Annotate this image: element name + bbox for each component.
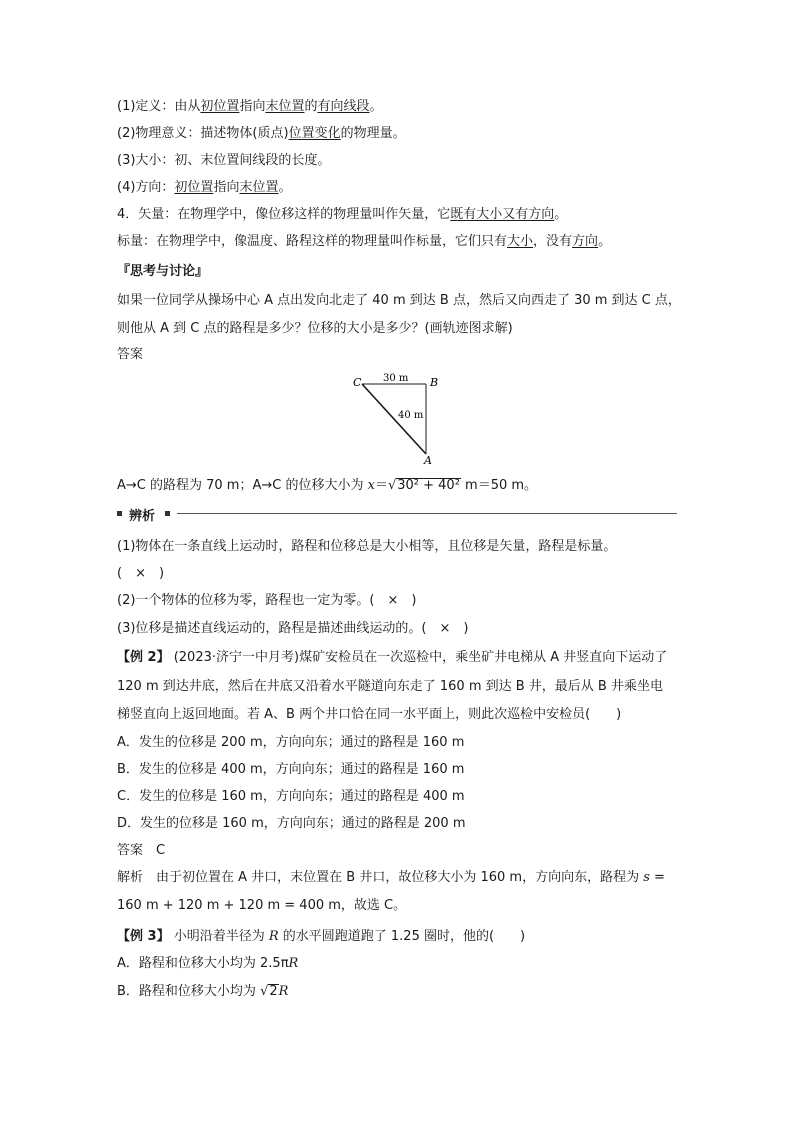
text: 小明沿着半径为 [169,929,269,944]
variable: R [278,984,289,999]
text: A→C 的路程为 70 m；A→C 的位移大小为 [117,478,368,493]
text: A．路程和位移大小均为 2.5π [117,956,289,971]
scalar-line [117,233,611,251]
example-2-explanation-1 [117,869,665,887]
sqrt-expression: 2 [269,984,278,999]
text: B．路程和位移大小均为 [117,984,261,999]
analysis-label: 辨析 [129,509,156,524]
variable: x [367,478,375,493]
text: 。 [278,180,292,195]
sqrt-sign: √ [387,478,397,493]
text: 解析 由于初位置在 A 井口，末位置在 B 井口，故位移大小为 160 m，方向向东，路程为 [117,870,644,885]
text: 。 [554,207,568,222]
think-heading: 『思考与讨论』 [117,264,209,279]
think-question-line-1: 如果一位同学从操场中心 A 点出发向北走了 40 m 到达 B 点，然后又向西走了 30 m 到达 C 点， [117,293,681,308]
example-2-explanation-2: 160 m + 120 m + 120 m = 400 m，故选 C。 [117,898,407,913]
variable: R [288,956,299,971]
label-a: A [424,454,432,464]
text: 指向 [239,99,266,114]
sqrt-sign: √ [260,984,269,999]
definition-line-2 [117,125,406,143]
label-30m: 30 m [383,373,409,384]
text: ＝ [374,478,388,493]
text: 。 [369,99,383,114]
example-2-line-1 [117,649,667,667]
text: ，没有 [533,234,573,249]
square-marker [165,511,170,516]
underlined-term: 位置变化 [288,126,341,141]
square-marker [117,511,122,516]
underlined-term: 方向 [572,234,599,249]
example-2-answer: 答案 C [117,843,166,858]
text: (4)方向： [117,180,175,195]
example-2-option-b: B．发生的位移是 400 m，方向向东；通过的路程是 160 m [117,762,465,777]
analysis-statement-1: (1)物体在一条直线上运动时，路程和位移总是大小相等，且位移是矢量，路程是标量。 [117,539,617,554]
underlined-term: 既有大小又有方向 [450,207,555,222]
definition-line-1 [117,98,383,116]
text: m＝50 m。 [460,478,538,493]
analysis-divider [117,507,677,524]
definition-line-4 [117,179,291,197]
text: 4．矢量：在物理学中，像位移这样的物理量叫作矢量，它 [117,207,451,222]
answer-label: 答案 [117,347,144,362]
underlined-term: 有向线段 [317,99,370,114]
example-3-option-b [117,983,288,1001]
example-tag: 【例 2】 [117,650,170,665]
example-2-option-c: C．发生的位移是 160 m，方向向东；通过的路程是 400 m [117,789,465,804]
example-3-line-1 [117,928,525,946]
definition-line-3: (3)大小：初、末位置间线段的长度。 [117,153,331,168]
think-question-line-2: 则他从 A 到 C 点的路程是多少？位移的大小是多少？(画轨迹图求解) [117,321,513,336]
text: = [649,870,665,885]
text: 的水平圆跑道跑了 1.25 圈时，他的( ) [278,929,526,944]
trajectory-figure [350,372,450,464]
underlined-term: 初位置 [174,180,214,195]
underlined-term: 大小 [507,234,534,249]
text: 的 [304,99,318,114]
underlined-term: 末位置 [239,180,279,195]
text: 的物理量。 [340,126,406,141]
example-2-line-3: 梯竖直向上返回地面。若 A、B 两个井口恰在同一水平面上，则此次巡检中安检员( ) [117,707,622,722]
sqrt-expression: 30² + 40² [397,478,460,493]
example-2-option-d: D．发生的位移是 160 m，方向向东；通过的路程是 200 m [117,816,466,831]
label-c: C [353,376,362,389]
variable: R [268,929,279,944]
text: (2023·济宁一中月考)煤矿安检员在一次巡检中，乘坐矿井电梯从 A 井竖直向下运动了 [169,650,668,665]
variable: s [643,870,650,885]
vector-line [117,206,567,224]
example-2-line-2: 120 m 到达井底，然后在井底又沿着水平隧道向东走了 160 m 到达 B 井，最后从 B 井乘坐电 [117,679,663,694]
underlined-term: 初位置 [200,99,240,114]
example-3-option-a [117,955,298,973]
text: 。 [598,234,612,249]
analysis-statement-2: (2)一个物体的位移为零，路程也一定为零。( × ) [117,593,417,608]
label-b: B [430,376,439,389]
example-tag: 【例 3】 [117,929,170,944]
underlined-term: 末位置 [265,99,305,114]
divider-rule [177,513,677,514]
text: 标量：在物理学中，像温度、路程这样的物理量叫作标量，它们只有 [117,234,508,249]
think-answer [117,477,537,495]
text: (1)定义：由从 [117,99,201,114]
text: (2)物理意义：描述物体(质点) [117,126,289,141]
analysis-statement-1-mark: ( × ) [117,566,165,581]
text: 指向 [213,180,240,195]
analysis-statement-3: (3)位移是描述直线运动的，路程是描述曲线运动的。( × ) [117,621,469,636]
label-40m: 40 m [398,410,424,421]
example-2-option-a: A．发生的位移是 200 m，方向向东；通过的路程是 160 m [117,735,465,750]
